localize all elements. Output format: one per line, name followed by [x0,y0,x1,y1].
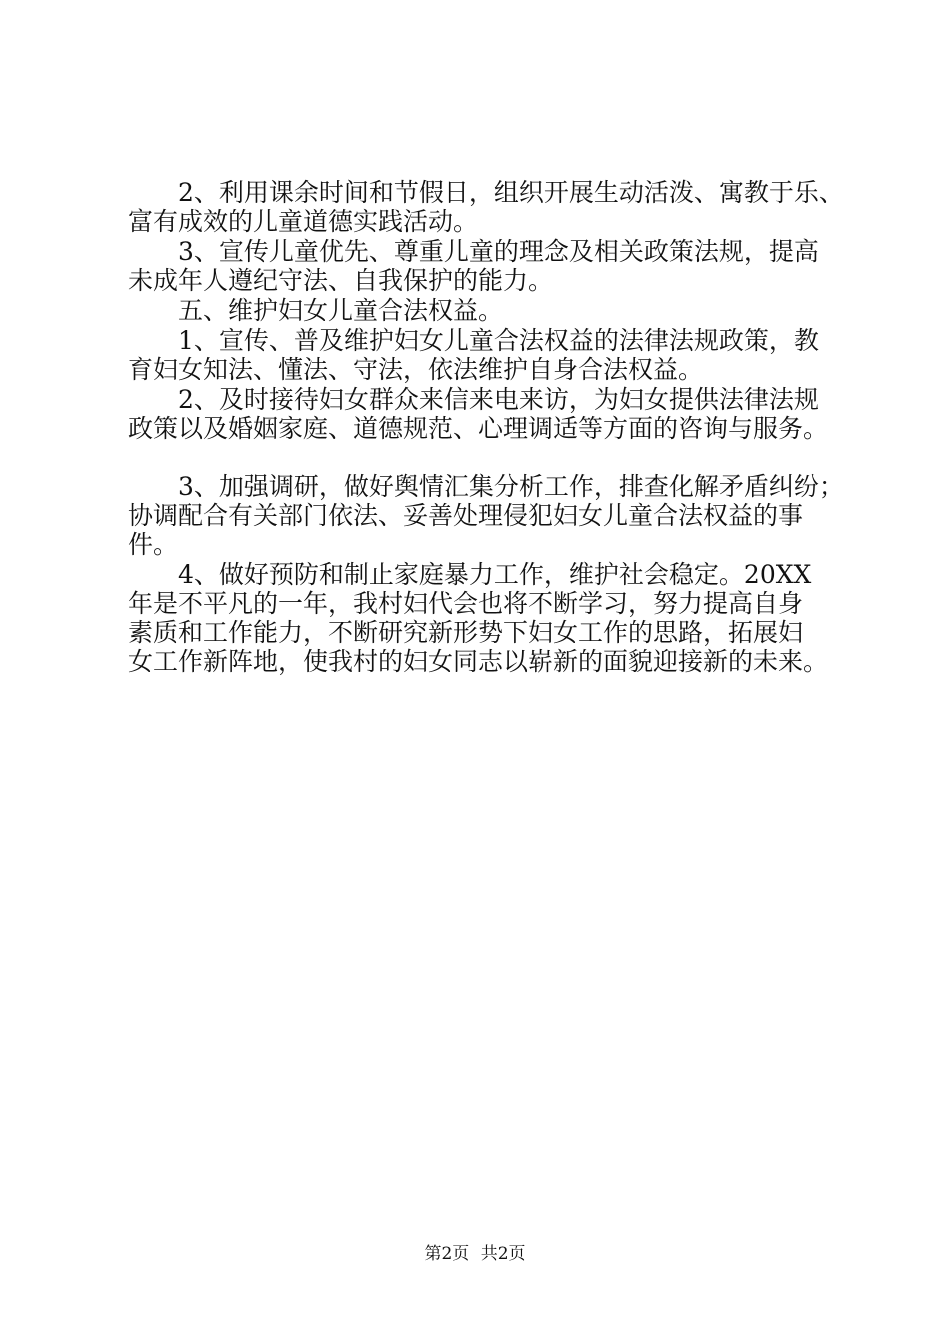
document-body [128,178,848,677]
text-line: 女工作新阵地，使我村的妇女同志以崭新的面貌迎接新的未来。 [128,647,829,676]
blank-line [128,444,848,472]
paragraph-3-child-priority [128,237,848,295]
page-total: 共2页 [480,1244,526,1264]
text-line: 4、做好预防和制止家庭暴力工作，维护社会稳定。20XX [178,560,812,589]
text-line: 育妇女知法、懂法、守法，依法维护自身合法权益。 [128,355,704,384]
text-line: 1、宣传、普及维护妇女儿童合法权益的法律法规政策，教 [178,326,819,355]
paragraph-3-research [128,472,848,559]
text-line: 3、宣传儿童优先、尊重儿童的理念及相关政策法规，提高 [178,237,819,266]
paragraph-4-domestic-violence [128,560,848,676]
text-line: 协调配合有关部门依法、妥善处理侵犯妇女儿童合法权益的事 [128,501,804,530]
paragraph-2-reception [128,385,848,443]
page-footer [0,1243,950,1265]
text-line: 件。 [128,530,179,559]
paragraph-1-legal-education [128,326,848,384]
text-line: 素质和工作能力，不断研究新形势下妇女工作的思路，拓展妇 [128,618,804,647]
text-line: 年是不平凡的一年，我村妇代会也将不断学习，努力提高自身 [128,589,804,618]
page-number: 第2页 [424,1244,470,1264]
section-heading-5 [128,296,848,325]
text-line: 2、及时接待妇女群众来信来电来访，为妇女提供法律法规 [178,385,819,414]
text-line: 未成年人遵纪守法、自我保护的能力。 [128,266,554,295]
paragraph-2-moral-practice [128,178,848,236]
text-line: 五、维护妇女儿童合法权益。 [178,296,504,325]
text-line: 政策以及婚姻家庭、道德规范、心理调适等方面的咨询与服务。 [128,414,829,443]
text-line: 2、利用课余时间和节假日，组织开展生动活泼、寓教于乐、 [178,178,844,207]
text-line: 3、加强调研，做好舆情汇集分析工作，排查化解矛盾纠纷； [178,472,844,501]
text-line: 富有成效的儿童道德实践活动。 [128,207,479,236]
